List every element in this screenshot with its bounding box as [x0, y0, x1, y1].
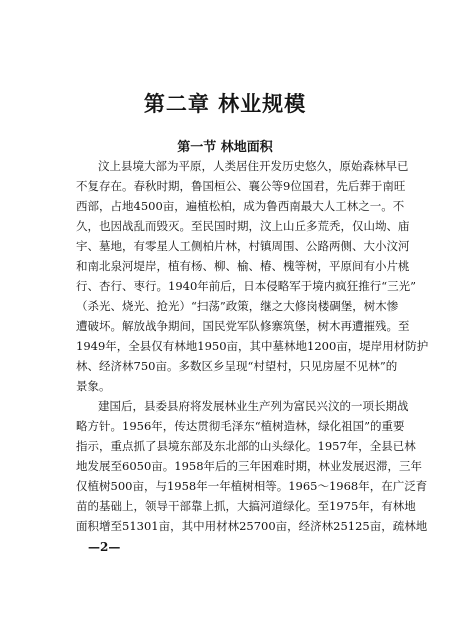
text-line: 仅植树500亩，与1958年一年植树相等。1965～1968年，在广泛育 [76, 479, 428, 493]
text-line: 景象。 [76, 379, 111, 393]
text-line: 遭破坏。解放战争期间，国民党军队修寨筑堡，树木再遭摧残。至 [76, 319, 410, 333]
text-line: 苗的基础上，领导干部靠上抓，大搞河道绿化。至1975年，有林地 [76, 499, 416, 513]
text-line: 行、杏行、枣行。1940年前后，日本侵略军于境内疯狂推行“三光” [76, 279, 417, 293]
text-line: （杀光、烧光、抢光）“扫荡”政策，继之大修岗楼碉堡，树木惨 [76, 299, 399, 313]
section-title: 第一节 林地面积 [177, 140, 273, 155]
text-line: 面积增至51301亩，其中用材林25700亩，经济林25125亩，疏林地 [76, 519, 428, 533]
text-line: 宇、墓地，有零星人工侧柏片林，村镇周围、公路两侧、大小汶河 [76, 239, 410, 253]
text-line: 建国后，县委县府将发展林业生产列为富民兴汶的一项长期战 [98, 399, 409, 413]
text-line: 略方针。1956年，传达贯彻毛泽东“植树造林，绿化祖国”的重要 [76, 419, 405, 433]
text-line: 和南北泉河堤岸，植有杨、柳、榆、椿、槐等树，平原间有小片桃 [76, 259, 410, 273]
text-line: 不复存在。春秋时期，鲁国桓公、襄公等9位国君，先后葬于南旺 [76, 179, 406, 193]
text-line: 1949年，全县仅有林地1950亩，其中墓林地1200亩，堤岸用材防护 [76, 339, 429, 353]
text-line: 林、经济林750亩。多数区乡呈现“村望村，只见房屋不见林”的 [76, 359, 398, 373]
page-number: —2— [88, 540, 121, 554]
chapter-title: 第二章 林业规模 [143, 91, 307, 116]
text-line: 汶上县境大部为平原，人类居住开发历史悠久，原始森林早已 [98, 159, 409, 173]
text-line: 久，也因战乱而毁灭。至民国时期，汶上山丘多荒秃，仅山坳、庙 [76, 219, 410, 233]
text-line: 西部，占地4500亩，遍植松柏，成为鲁西南最大人工林之一。不 [76, 199, 405, 213]
text-line: 地发展至6050亩。1958年后的三年困难时期，林业发展迟滞，三年 [76, 459, 423, 473]
text-line: 指示，重点抓了县境东部及东北部的山头绿化。1957年，全县已林 [76, 439, 416, 453]
